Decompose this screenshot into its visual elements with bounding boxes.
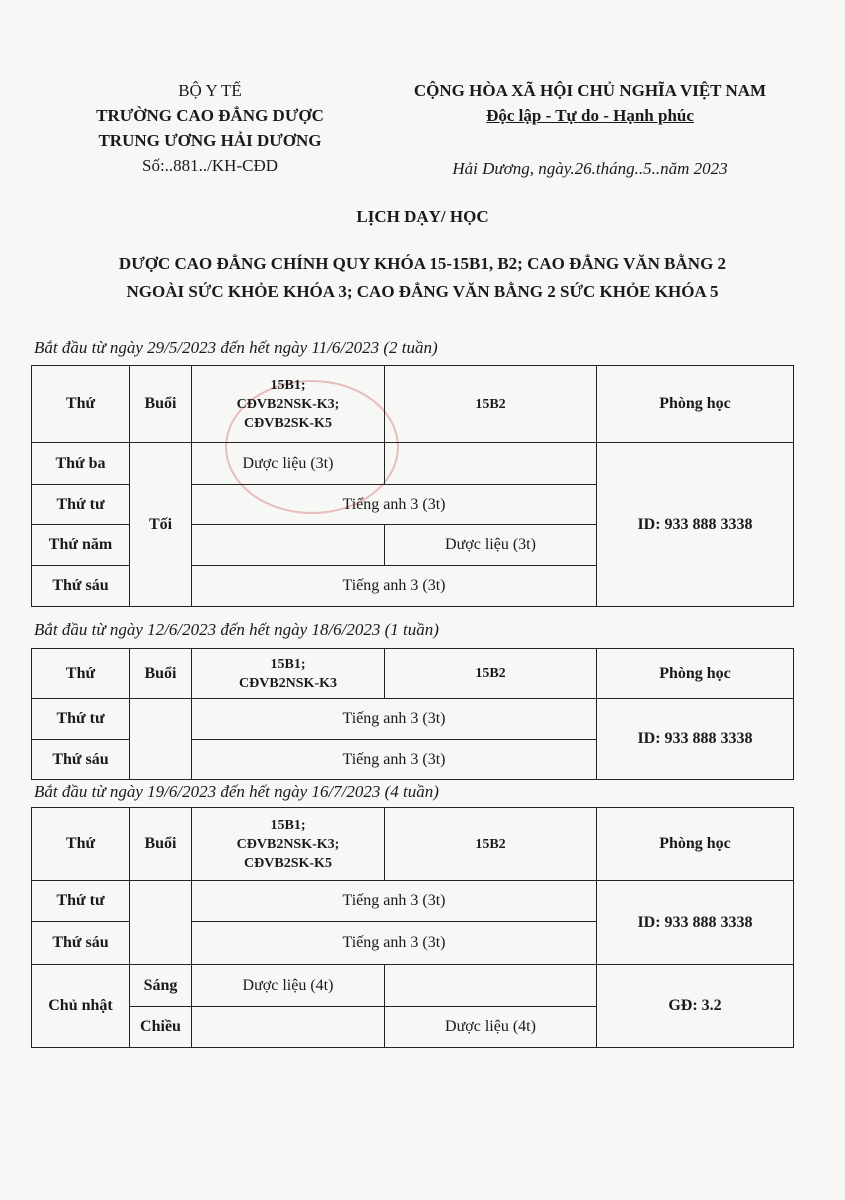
col-header-group2: 15B2 xyxy=(385,649,597,699)
room-cell: GĐ: 3.2 xyxy=(597,965,794,1048)
schedule-table-1 xyxy=(31,365,794,607)
subject-cell: Dược liệu (4t) xyxy=(385,1007,597,1048)
group1-line3: CĐVB2SK-K5 xyxy=(244,415,332,431)
col-header-day: Thứ xyxy=(32,366,130,443)
subject-cell: Tiếng anh 3 (3t) xyxy=(192,922,597,965)
subject-cell: Tiếng anh 3 (3t) xyxy=(192,485,597,525)
period-2-label: Bắt đầu từ ngày 12/6/2023 đến hết ngày 18/6/2023 (1 tuần) xyxy=(34,620,439,639)
subtitle-line1: DƯỢC CAO ĐẲNG CHÍNH QUY KHÓA 15-15B1, B2; CAO ĐẲNG VĂN BẰNG 2 xyxy=(118,254,727,273)
col-header-group2: 15B2 xyxy=(385,366,597,443)
day-cell: Thứ sáu xyxy=(32,922,130,965)
day-cell: Thứ ba xyxy=(32,443,130,485)
schedule-table-2 xyxy=(31,648,794,780)
day-cell: Thứ năm xyxy=(32,525,130,566)
group1-line1: 15B1; xyxy=(270,377,306,393)
subtitle-line2: NGOÀI SỨC KHỎE KHÓA 3; CAO ĐẲNG VĂN BẰNG 2 SỨC KHỎE KHÓA 5 xyxy=(126,282,719,301)
group1-line2: CĐVB2NSK-K3; xyxy=(236,836,340,852)
period-1-label: Bắt đầu từ ngày 29/5/2023 đến hết ngày 11/6/2023 (2 tuần) xyxy=(34,338,438,357)
col-header-group1 xyxy=(192,366,385,443)
col-header-room: Phòng học xyxy=(597,649,794,699)
col-header-session: Buổi xyxy=(130,808,192,881)
empty-cell xyxy=(192,525,385,566)
subject-cell: Dược liệu (3t) xyxy=(385,525,597,566)
national-header xyxy=(380,78,800,128)
day-cell: Chủ nhật xyxy=(32,965,130,1048)
empty-cell xyxy=(385,965,597,1007)
subject-cell: Tiếng anh 3 (3t) xyxy=(192,566,597,607)
col-header-group2: 15B2 xyxy=(385,808,597,881)
col-header-day: Thứ xyxy=(32,808,130,881)
empty-cell xyxy=(385,443,597,485)
session-cell xyxy=(130,881,192,965)
group1-line2: CĐVB2NSK-K3; xyxy=(236,396,340,412)
ministry-name: BỘ Y TẾ xyxy=(178,81,242,100)
schedule-table-3 xyxy=(31,807,794,1048)
group1-line3: CĐVB2SK-K5 xyxy=(244,855,332,871)
session-cell: Tối xyxy=(130,443,192,607)
subject-cell: Dược liệu (3t) xyxy=(192,443,385,485)
day-cell: Thứ sáu xyxy=(32,740,130,780)
day-cell: Thứ sáu xyxy=(32,566,130,607)
session-cell xyxy=(130,699,192,780)
day-cell: Thứ tư xyxy=(32,881,130,922)
room-cell: ID: 933 888 3338 xyxy=(597,881,794,965)
national-motto: Độc lập - Tự do - Hạnh phúc xyxy=(486,106,694,125)
table-header-row xyxy=(32,808,794,881)
document-subtitle xyxy=(40,250,805,306)
subject-cell: Tiếng anh 3 (3t) xyxy=(192,699,597,740)
group1-line2: CĐVB2NSK-K3 xyxy=(238,675,337,691)
document-number: Số:..881../KH-CĐD xyxy=(141,156,278,175)
room-cell: ID: 933 888 3338 xyxy=(597,699,794,780)
col-header-group1 xyxy=(192,808,385,881)
table-header-row xyxy=(32,366,794,443)
session-cell: Sáng xyxy=(130,965,192,1007)
group1-line1: 15B1; xyxy=(270,656,306,672)
col-header-day: Thứ xyxy=(32,649,130,699)
session-cell: Chiều xyxy=(130,1007,192,1048)
country-name: CỘNG HÒA XÃ HỘI CHỦ NGHĨA VIỆT NAM xyxy=(413,81,767,100)
day-cell: Thứ tư xyxy=(32,699,130,740)
table-row xyxy=(32,965,794,1007)
group1-line1: 15B1; xyxy=(270,817,306,833)
col-header-session: Buổi xyxy=(130,366,192,443)
subject-cell: Dược liệu (4t) xyxy=(192,965,385,1007)
issuer-block xyxy=(60,78,360,178)
document-title: LỊCH DẠY/ HỌC xyxy=(356,207,489,226)
col-header-room: Phòng học xyxy=(597,366,794,443)
day-cell: Thứ tư xyxy=(32,485,130,525)
subject-cell: Tiếng anh 3 (3t) xyxy=(192,740,597,780)
empty-cell xyxy=(192,1007,385,1048)
col-header-room: Phòng học xyxy=(597,808,794,881)
school-name-line1: TRƯỜNG CAO ĐẲNG DƯỢC xyxy=(96,106,324,125)
period-3-label: Bắt đầu từ ngày 19/6/2023 đến hết ngày 16/7/2023 (4 tuần) xyxy=(34,782,439,801)
table-header-row xyxy=(32,649,794,699)
subject-cell: Tiếng anh 3 (3t) xyxy=(192,881,597,922)
table-row xyxy=(32,699,794,740)
document-date: Hải Dương, ngày.26.tháng..5..năm 2023 xyxy=(452,159,728,178)
school-name-line2: TRUNG ƯƠNG HẢI DƯƠNG xyxy=(98,131,322,150)
col-header-group1 xyxy=(192,649,385,699)
room-cell: ID: 933 888 3338 xyxy=(597,443,794,607)
table-row xyxy=(32,881,794,922)
table-row xyxy=(32,443,794,485)
col-header-session: Buổi xyxy=(130,649,192,699)
